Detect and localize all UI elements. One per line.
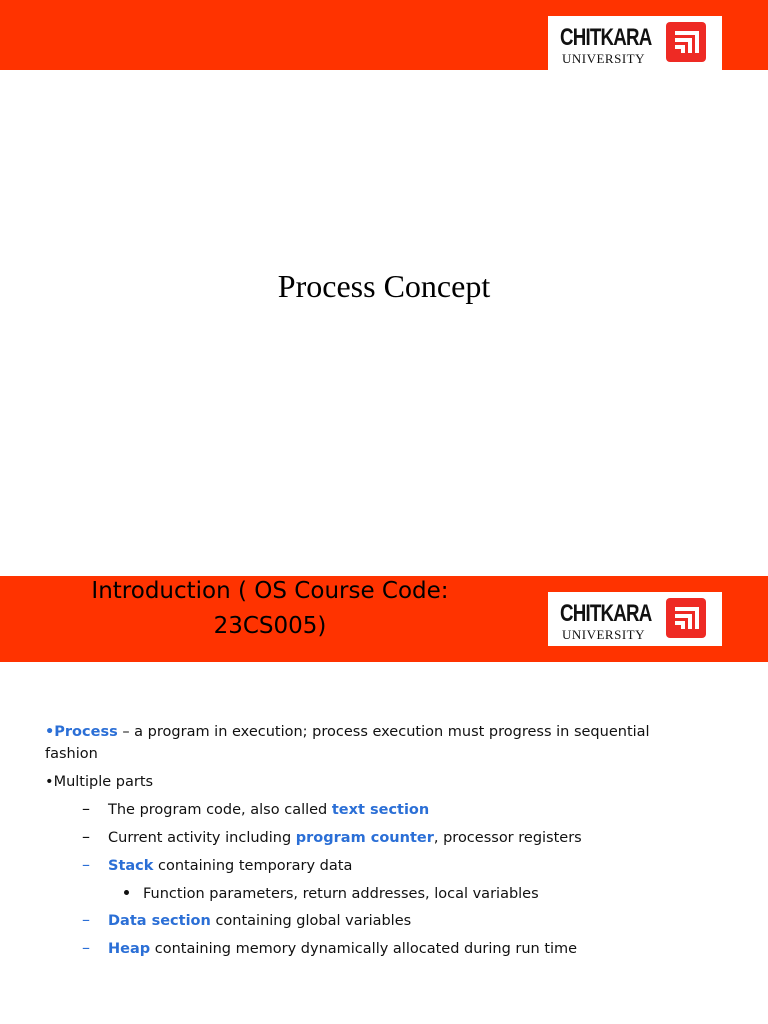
bullet-multiple-parts	[45, 774, 153, 790]
dash-marker: –	[82, 799, 90, 818]
bullet-text: Multiple parts	[53, 774, 154, 790]
title-line-2: 23CS005)	[213, 613, 327, 639]
subitem-data-section	[108, 913, 411, 929]
logo-wordmark: CHITKARA	[560, 600, 652, 627]
dash-marker: –	[82, 938, 90, 957]
term-stack: Stack	[108, 858, 154, 874]
subsubitem-function-parameters: Function parameters, return addresses, local variables	[143, 886, 539, 902]
subitem-text: containing global variables	[210, 913, 412, 929]
term-heap: Heap	[108, 941, 151, 957]
slide-title: Process Concept	[277, 268, 491, 304]
logo-subtitle: UNIVERSITY	[562, 627, 645, 642]
chitkara-logo	[548, 16, 722, 70]
logo-subtitle: UNIVERSITY	[562, 51, 645, 66]
term-process: Process	[54, 724, 118, 740]
term-program-counter: program counter	[295, 830, 434, 846]
term-data-section: Data section	[108, 913, 211, 929]
subitem-program-counter	[108, 830, 582, 846]
subitem-text: , processor registers	[433, 830, 582, 846]
slide-title	[30, 574, 510, 644]
title-line-1: Introduction ( OS Course Code:	[91, 578, 449, 604]
bullet-marker: •	[45, 724, 55, 740]
chitkara-emblem-icon	[666, 22, 706, 62]
subitem-text: containing memory dynamically allocated during run time	[150, 941, 578, 957]
bullet-text: – a program in execution; process execution must progress in sequential	[117, 724, 650, 740]
subitem-stack	[108, 858, 352, 874]
subitem-text: The program code, also called	[108, 802, 332, 818]
sub-bullet-dot	[124, 890, 129, 895]
dash-marker: –	[82, 855, 90, 874]
dash-marker: –	[82, 827, 90, 846]
bullet-process	[45, 724, 650, 740]
subitem-text-section	[108, 802, 429, 818]
subitem-text: Current activity including	[108, 830, 296, 846]
logo-wordmark: CHITKARA	[560, 24, 652, 51]
bullet-marker: •	[45, 774, 54, 790]
dash-marker: –	[82, 910, 90, 929]
subitem-heap	[108, 941, 577, 957]
bullet-continuation: fashion	[45, 746, 98, 762]
term-text-section: text section	[331, 802, 430, 818]
subitem-text: containing temporary data	[153, 858, 353, 874]
slide2-logo	[548, 592, 722, 646]
chitkara-emblem-icon	[666, 598, 706, 638]
